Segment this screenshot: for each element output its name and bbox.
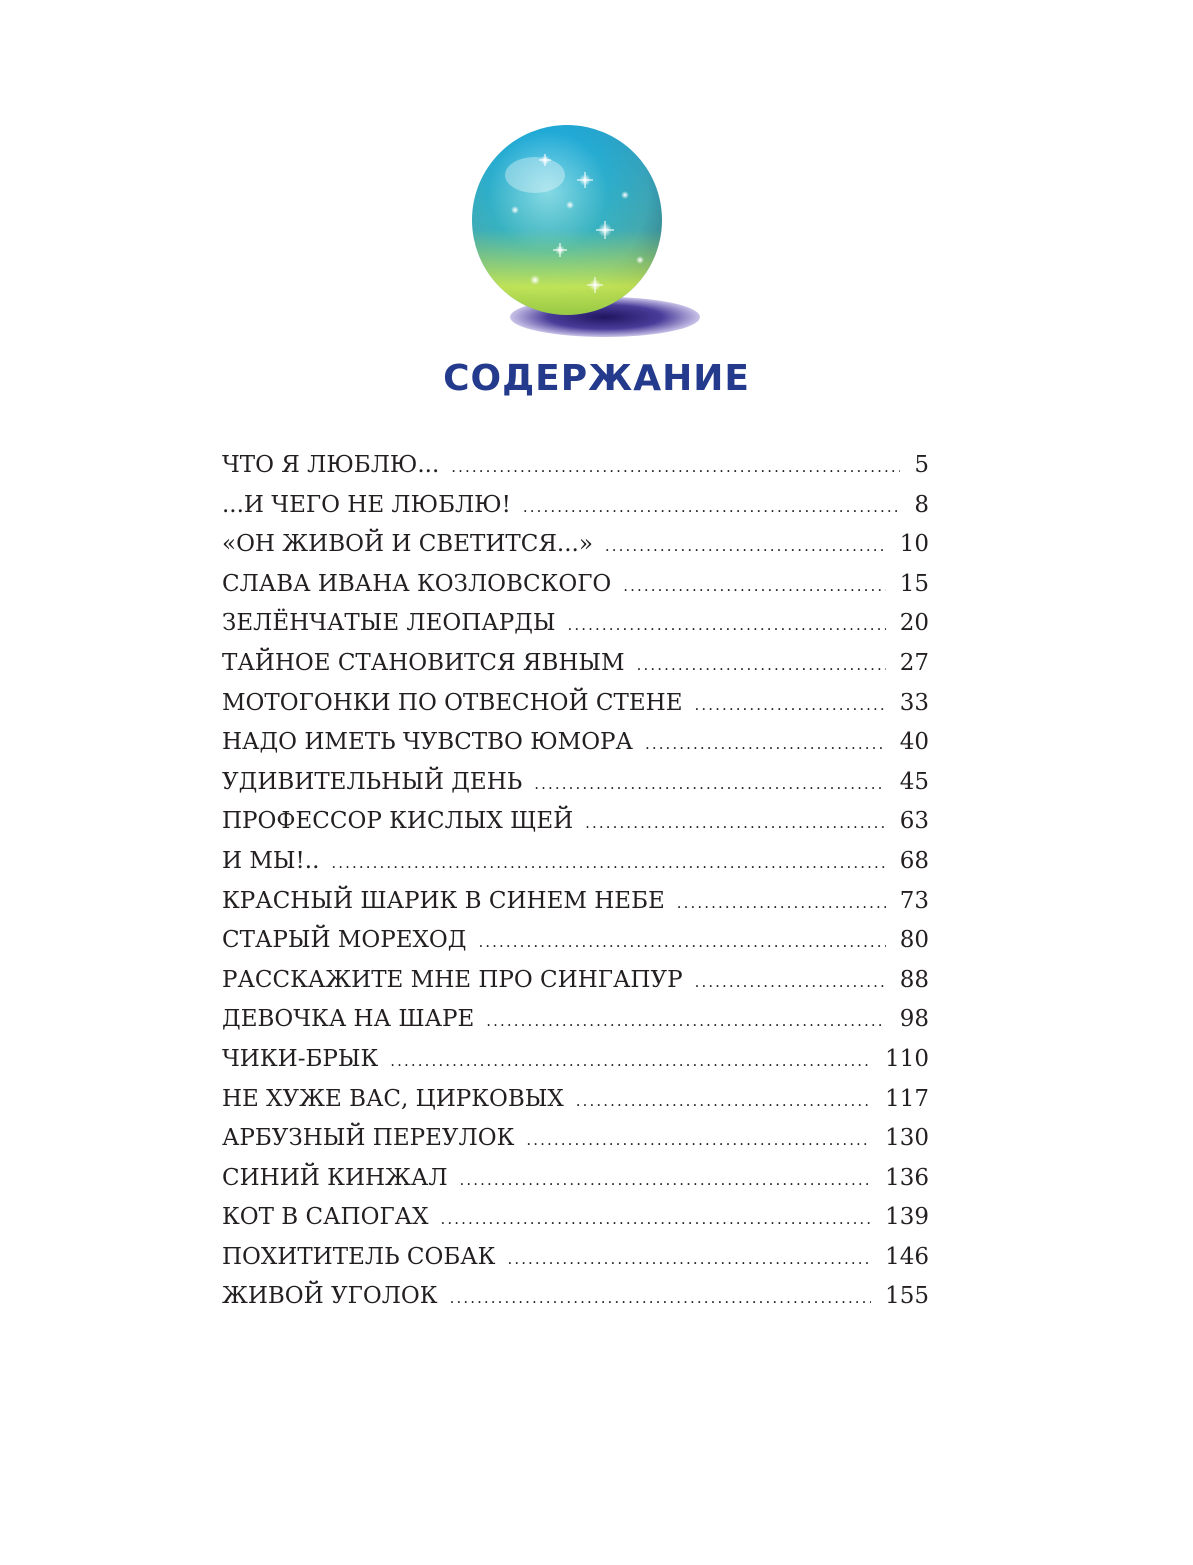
dot-leader xyxy=(623,577,885,595)
toc-entry-title: ПОХИТИТЕЛЬ СОБАК xyxy=(222,1243,496,1270)
toc-entry[interactable] xyxy=(222,650,929,690)
toc-entry-page: 8 xyxy=(914,491,929,518)
toc-entry-title: СТАРЫЙ МОРЕХОД xyxy=(222,927,467,954)
toc-entry[interactable] xyxy=(222,452,929,492)
toc-entry-page: 130 xyxy=(885,1125,929,1152)
toc-entry-page: 68 xyxy=(899,847,929,874)
dot-leader xyxy=(677,894,886,912)
toc-entry[interactable] xyxy=(222,1244,929,1284)
toc-entry[interactable] xyxy=(222,927,929,967)
dot-leader xyxy=(585,814,886,832)
toc-entry-page: 117 xyxy=(885,1085,929,1112)
toc-entry-title: КРАСНЫЙ ШАРИК В СИНЕМ НЕБЕ xyxy=(222,887,665,914)
dot-leader xyxy=(523,498,901,516)
dot-leader xyxy=(450,1289,872,1307)
toc-entry-title: «ОН ЖИВОЙ И СВЕТИТСЯ...» xyxy=(222,531,593,558)
toc-entry[interactable] xyxy=(222,1204,929,1244)
toc-entry[interactable] xyxy=(222,808,929,848)
toc-entry[interactable] xyxy=(222,769,929,809)
dot-leader xyxy=(694,696,885,714)
toc-entry[interactable] xyxy=(222,848,929,888)
toc-entry-title: ...И ЧЕГО НЕ ЛЮБЛЮ! xyxy=(222,491,511,518)
toc-entry-page: 15 xyxy=(899,570,929,597)
toc-entry-page: 146 xyxy=(885,1243,929,1270)
dot-leader xyxy=(478,933,885,951)
toc-entry-title: УДИВИТЕЛЬНЫЙ ДЕНЬ xyxy=(222,768,523,795)
toc-entry-title: СЛАВА ИВАНА КОЗЛОВСКОГО xyxy=(222,570,612,597)
table-of-contents xyxy=(222,452,929,1323)
toc-entry[interactable] xyxy=(222,610,929,650)
toc-entry-title: И МЫ!.. xyxy=(222,847,320,874)
dot-leader xyxy=(576,1092,871,1110)
toc-entry[interactable] xyxy=(222,1046,929,1086)
toc-entry-page: 80 xyxy=(899,927,929,954)
toc-entry-page: 155 xyxy=(885,1283,929,1310)
toc-entry-page: 139 xyxy=(885,1204,929,1231)
dot-leader xyxy=(637,656,886,674)
toc-entry-title: СИНИЙ КИНЖАЛ xyxy=(222,1164,448,1191)
toc-entry-page: 45 xyxy=(899,768,929,795)
dot-leader xyxy=(695,973,886,991)
toc-entry-title: МОТОГОНКИ ПО ОТВЕСНОЙ СТЕНЕ xyxy=(222,689,683,716)
toc-entry-page: 20 xyxy=(899,610,929,637)
dot-leader xyxy=(645,735,886,753)
toc-entry[interactable] xyxy=(222,1006,929,1046)
toc-entry[interactable] xyxy=(222,1283,929,1323)
toc-entry[interactable] xyxy=(222,967,929,1007)
toc-entry-page: 136 xyxy=(885,1164,929,1191)
toc-entry-page: 98 xyxy=(899,1006,929,1033)
toc-entry-title: НЕ ХУЖЕ ВАС, ЦИРКОВЫХ xyxy=(222,1085,564,1112)
toc-entry-page: 33 xyxy=(899,689,929,716)
toc-entry[interactable] xyxy=(222,1125,929,1165)
dot-leader xyxy=(460,1171,872,1189)
glowing-ball-icon xyxy=(455,120,700,350)
dot-leader xyxy=(486,1012,885,1030)
toc-entry-title: РАССКАЖИТЕ МНЕ ПРО СИНГАПУР xyxy=(222,966,683,993)
toc-entry-title: ДЕВОЧКА НА ШАРЕ xyxy=(222,1006,475,1033)
toc-entry-title: ПРОФЕССОР КИСЛЫХ ЩЕЙ xyxy=(222,808,574,835)
dot-leader xyxy=(331,854,885,872)
toc-entry[interactable] xyxy=(222,690,929,730)
dot-leader xyxy=(451,458,900,476)
dot-leader xyxy=(526,1131,871,1149)
toc-entry[interactable] xyxy=(222,531,929,571)
dot-leader xyxy=(390,1052,871,1070)
toc-entry-page: 88 xyxy=(899,966,929,993)
page-title: СОДЕРЖАНИЕ xyxy=(443,358,750,399)
toc-entry-title: КОТ В САПОГАХ xyxy=(222,1204,429,1231)
toc-entry[interactable] xyxy=(222,1086,929,1126)
toc-entry-title: ЖИВОЙ УГОЛОК xyxy=(222,1283,438,1310)
toc-entry-title: ЧТО Я ЛЮБЛЮ... xyxy=(222,452,440,478)
toc-entry-title: АРБУЗНЫЙ ПЕРЕУЛОК xyxy=(222,1125,515,1152)
toc-entry-title: НАДО ИМЕТЬ ЧУВСТВО ЮМОРА xyxy=(222,729,633,756)
toc-entry[interactable] xyxy=(222,729,929,769)
toc-entry[interactable] xyxy=(222,492,929,532)
toc-entry-title: ЧИКИ-БРЫК xyxy=(222,1045,379,1072)
toc-entry[interactable] xyxy=(222,888,929,928)
toc-entry-page: 40 xyxy=(899,729,929,756)
toc-entry-title: ТАЙНОЕ СТАНОВИТСЯ ЯВНЫМ xyxy=(222,649,625,676)
dot-leader xyxy=(440,1210,871,1228)
toc-entry-title: ЗЕЛЁНЧАТЫЕ ЛЕОПАРДЫ xyxy=(222,610,556,637)
toc-entry-page: 63 xyxy=(899,808,929,835)
toc-entry[interactable] xyxy=(222,571,929,611)
dot-leader xyxy=(568,616,886,634)
toc-entry-page: 110 xyxy=(885,1045,929,1072)
toc-entry-page: 10 xyxy=(899,531,929,558)
dot-leader xyxy=(507,1250,871,1268)
toc-entry-page: 73 xyxy=(899,887,929,914)
toc-entry-page: 27 xyxy=(899,649,929,676)
toc-entry[interactable] xyxy=(222,1165,929,1205)
dot-leader xyxy=(534,775,885,793)
dot-leader xyxy=(605,537,886,555)
toc-entry-page: 5 xyxy=(914,452,929,478)
